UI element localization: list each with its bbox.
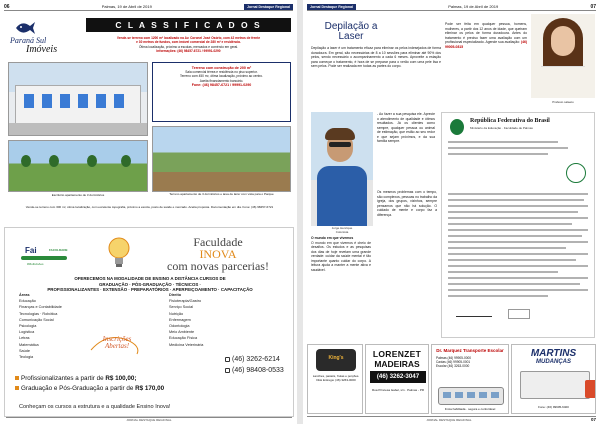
transport-contacts [436, 356, 506, 369]
offer-line-1: OFERECEMOS NA MODALIDADE DE ENSINO A DISTÂNCIA CURSOS DE [74, 276, 226, 281]
course-item: Tecnologias · Robótica [19, 311, 58, 316]
transport-line: Palmas (46) 99905-0000 [436, 356, 472, 360]
kings-text: Lanches, pastéis, frutas e porções. Disk Entrega: (46) 3263-0000 [312, 374, 360, 382]
right-page-number: 07 [590, 3, 596, 10]
lightbulb-icon [105, 236, 133, 270]
terreno-ad-box [152, 62, 291, 122]
certificate-subtitle: Ministério da Educação · Faculdade de Palmas [470, 126, 533, 130]
fish-logo-icon [14, 20, 36, 36]
phone-number-2: (46) 98408-0533 [232, 367, 284, 374]
whatsapp-icon [225, 368, 230, 373]
martins-ad [511, 344, 596, 414]
column-paragraph: O mundo em que vivemos é cheio de desafios. Os estudos e as pesquisas dos dias de hoje revelam uma grande verdade: cuidar da saúde mental é tão importante quanto cuidar do corpo. A leitura ajuda a manter a mente ativa e saudável. [311, 240, 371, 272]
right-running-header [307, 3, 596, 11]
signature-line [456, 311, 492, 317]
martins-title: MARTINS [530, 348, 577, 359]
course-item: Medicina Veterinária [169, 342, 204, 347]
multivisoes-label: #Multivisões [27, 262, 44, 266]
text-line [448, 147, 568, 149]
tree [87, 155, 97, 167]
text-line [448, 259, 576, 261]
terreno-text-3: Aceita financiamento bancário. [199, 78, 244, 83]
faculdade-tagline: Conheçam os cursos a estrutura e a qualidade Ensino Inova! [19, 404, 171, 410]
course-item: Nutrição [169, 311, 184, 316]
kings-ad [307, 344, 363, 414]
course-item: Comunicação Social [19, 317, 54, 322]
portrait-caption: Prafesio salaeto [552, 100, 574, 104]
left-page [0, 0, 297, 424]
offer-line-2: GRADUAÇÃO · PÓS-GRADUAÇÃO · TÉCNICOS · [99, 281, 201, 287]
right-header-brand: Jornal Destaque Regional [307, 4, 356, 10]
bus-icon [438, 387, 504, 405]
bottom-ads [307, 344, 596, 414]
course-item: Letras [19, 336, 30, 341]
text-line [448, 199, 584, 201]
text-line [448, 295, 548, 297]
pricing [15, 374, 164, 393]
slogan-line-1: Faculdade [193, 235, 243, 249]
tree [21, 155, 31, 167]
slogan-line-2: INOVA [199, 247, 237, 261]
bus-window [491, 392, 499, 398]
terreno-heading: Terreno com construção de 200 m² [191, 66, 252, 70]
window [60, 94, 70, 108]
price-1-label: Profissionalizantes a partir de [21, 375, 104, 382]
seal-icon [566, 163, 586, 183]
inscricoes-text: Inscrições Abertas! [102, 335, 132, 350]
transport-footer: Frota habilitada · segura e confortável [444, 407, 496, 411]
logo-line-1: Paraná Sul [10, 36, 47, 45]
course-column-a [19, 292, 62, 360]
text-line [448, 271, 558, 273]
martins-phone: Fone: (46) 99905-6400 [538, 405, 569, 409]
left-page-footer: JORNAL DESTAQUE REGIONAL [6, 417, 292, 422]
lorenzet-phone: (46) 3262-3047 [370, 371, 426, 383]
text-line [448, 193, 588, 195]
price-1-value: R$ 100,00; [105, 375, 137, 382]
text-line [448, 247, 566, 249]
fai-logo [13, 236, 68, 266]
terreno-phone: Fone: (46) 98457-6721 / 99991-0290 [191, 82, 252, 87]
ad-line-2: e 30 metros de fundos, com imóvel comercial de 280 m² e residência. [136, 40, 241, 45]
phone-row-1 [225, 354, 284, 365]
parana-sul-logo [8, 18, 84, 58]
window [114, 94, 124, 108]
left-page-number: 06 [4, 3, 10, 10]
terreno-text-1: Sala comercial térrea e residência no piso superior. [185, 70, 258, 75]
diploma-certificate [441, 112, 595, 338]
classified-description: Vende-se terreno com 300 m², ótima localização, com excelente topografia, próximo a escola, posto de saúde e mercado. Aceita proposta. Documentação em dia. Fone: (46) 98457-6721 [25, 205, 274, 209]
text-line [448, 235, 582, 237]
window [24, 94, 34, 108]
faculdade-phones [225, 354, 284, 376]
classified-ad-text [86, 36, 291, 54]
right-header-date: Palmas, 19 de Abril de 2019 [448, 4, 499, 9]
column-b-heading: Direito [169, 293, 182, 297]
column-subheading: O mundo em que vivemos [311, 236, 354, 240]
right-footer-page-number: 07 [590, 417, 596, 422]
right-footer-brand: JORNAL DESTAQUE REGIONAL [426, 417, 472, 422]
course-item: Teologia [19, 355, 34, 360]
course-item: Logística [19, 330, 35, 335]
price-2-label: Graduação e Pós-Graduação a partir de [21, 384, 134, 392]
column-a-heading: Áreas [19, 293, 30, 297]
article-headline: Depilação a Laser [324, 21, 378, 42]
left-header-brand: Jornal Destaque Regional [244, 4, 293, 10]
article-body-1: Depilação a laser é um tratamento eficaz para eliminar os pelos indesejados de forma duradoura. Em geral, são necessárias de 8 a 10 sessões para eliminar até 90% dos pelos, sendo necessário o acompanhamento a cada 6 meses. Aproveite a estação para começar o tratamento, é hora de se preparar para o verão com uma pele lisa e sem pelos. Pode ser realizada em todas as partes do corpo. [311, 46, 441, 68]
columnist-caption [311, 227, 373, 234]
truck-icon [520, 371, 590, 399]
left-header-date: Palmas, 19 de Abril de 2019 [101, 4, 152, 9]
article-body-2 [445, 22, 527, 49]
faculdade-ad [4, 227, 294, 417]
course-item: Educação Física [169, 336, 198, 341]
phone-row-2 [225, 365, 284, 376]
right-page [303, 0, 600, 424]
ad-line-4: Informações: (46) 98457-6721 / 99991-0290 [156, 49, 221, 54]
fai-wordmark: Fai [25, 246, 37, 255]
text-line [448, 289, 588, 291]
inscricoes-badge [87, 330, 145, 360]
course-item: Finanças e Contabilidade [19, 305, 62, 310]
text-line [448, 211, 578, 213]
lorenzet-ad [365, 344, 429, 414]
course-item: Fisioterapia/Gastro [169, 299, 202, 304]
course-column-b [169, 292, 203, 348]
text-line [448, 265, 588, 267]
tree [121, 155, 131, 167]
stamp-icon [508, 309, 530, 319]
text-line [448, 283, 580, 285]
course-item: Meio Ambiente [169, 330, 195, 335]
article-phone: (46) 99005-0815 [445, 40, 527, 49]
price-row-1 [15, 374, 164, 384]
phone-icon [225, 357, 230, 362]
field-photo [8, 140, 148, 192]
price-row-2 [15, 384, 164, 394]
window [96, 94, 106, 108]
course-item: Serviço Social [169, 305, 194, 310]
transport-line: Escolar (46) 3263-0000 [436, 364, 470, 369]
text-line [448, 229, 588, 231]
course-item: Saúde [19, 348, 30, 353]
slogan-line-3: com novas parcerias! [167, 259, 269, 273]
right-page-footer [307, 416, 596, 422]
woman-portrait [531, 14, 595, 98]
transport-line: Caxias (46) 99905-0001 [436, 360, 471, 365]
certificate-title: República Federativa do Brasil [470, 118, 550, 124]
columnist-name: Jorge Henrique [331, 226, 353, 230]
phone-number-1: (46) 3262-6214 [232, 356, 280, 363]
column-text-c: Os mesmos problemas com o tempo, são complexos, pessoas no trabalho da igreja, dos grupos, vizinhos, sempre pensamos que não há solução. O cuidado de mente e corpo faz a diferença. [377, 190, 437, 217]
logo-line-2: Imóveis [26, 44, 58, 55]
bus-window [479, 392, 487, 398]
text-line [448, 253, 588, 255]
window [78, 94, 88, 108]
ad-line-3: Ótima localização, próximo a escolas, mercados e comércio em geral. [138, 44, 239, 49]
column-text-b [311, 236, 371, 272]
land-photo [152, 126, 291, 192]
check-icon [15, 376, 19, 380]
columnist-role: Colunista [335, 229, 349, 234]
martins-subtitle: MUDANÇAS [536, 359, 571, 365]
ad-line-1: Vende-se terreno com 1200 m² localizado na Av. Coronel José Osório, com 42 metros de frente [116, 36, 261, 40]
lorenzet-line-2: MADEIRAS [374, 359, 420, 369]
text-line [448, 141, 558, 143]
brazil-crest-icon [450, 119, 464, 135]
hair [325, 128, 355, 140]
bus-window [443, 392, 451, 398]
course-item: Enfermagem [169, 317, 191, 322]
field-caption: Escritório apartamento de 3 dormitórios [51, 193, 105, 197]
transport-ad [431, 344, 509, 414]
text-line [448, 217, 588, 219]
article-body-2-text: Pode ser feita em qualquer pessoa, homens, mulheres, a partir dos 12 anos de idade, que queiram eliminar os pelos de forma duradoura. Antes do tratamento é preciso fazer uma avaliação com um profissional especializado. Agende sua avaliação: [445, 22, 527, 44]
text-line [448, 153, 548, 155]
ground [9, 123, 147, 135]
classifieds-title: C L A S S I F I C A D O S [86, 18, 291, 32]
text-line [448, 241, 588, 243]
lorenzet-line-1: LORENZET [372, 349, 422, 359]
columnist-photo [311, 112, 373, 226]
terreno-text-2: Terreno com 450 m², ótima localização, próximo ao centro. [180, 74, 263, 79]
building-shape [15, 85, 141, 125]
price-2-value: R$ 170,00 [135, 384, 165, 392]
blouse [541, 66, 585, 98]
swoosh-icon [21, 256, 67, 260]
course-item: Psicologia [19, 324, 37, 329]
bus-window [467, 392, 475, 398]
left-running-header [4, 3, 293, 11]
text-line [448, 205, 588, 207]
fai-subtitle: FACULDADE [49, 248, 68, 252]
tree [49, 155, 59, 167]
check-icon [15, 386, 19, 390]
lorenzet-address: Rua Princesa Isabel, s/n · Palmas - PR [371, 388, 425, 392]
text-line [448, 223, 572, 225]
kings-badge [316, 349, 356, 371]
text-line [448, 277, 588, 279]
sunglasses [329, 142, 351, 147]
course-item: Matemática [19, 342, 39, 347]
offer-line-3: PROFISSIONALIZANTES · EXTENSÃO · PREPARATÓRIOS · APERFEIÇOAMENTO · CAPACITAÇÃO [47, 287, 253, 293]
transport-title: Dr. Marquez Transporte Escolar [436, 348, 504, 353]
bus-window [455, 392, 463, 398]
kings-name: King's [328, 355, 344, 361]
course-item: Odontologia [169, 324, 190, 329]
course-offer [9, 276, 291, 293]
column-text-a: - Ao fazer a sua pesquisa ele. Aprecie o atendimento de qualidade e ótimos resultados. Já os clientes como sempre, qualquer pessoa ou animal de estimação, que estão ao seu redor e que sejam próximos, e da sua família sempre. [377, 112, 435, 143]
faculdade-slogan [143, 236, 293, 272]
land-caption: Terreno apartamento de 3 dormitórios e área de lazer com vista para o Parque [169, 192, 274, 196]
truck-cab [585, 380, 596, 398]
shirt [317, 166, 367, 226]
building-photo [8, 62, 148, 136]
window [42, 94, 52, 108]
face [551, 26, 575, 56]
course-item: Educação [19, 299, 36, 304]
